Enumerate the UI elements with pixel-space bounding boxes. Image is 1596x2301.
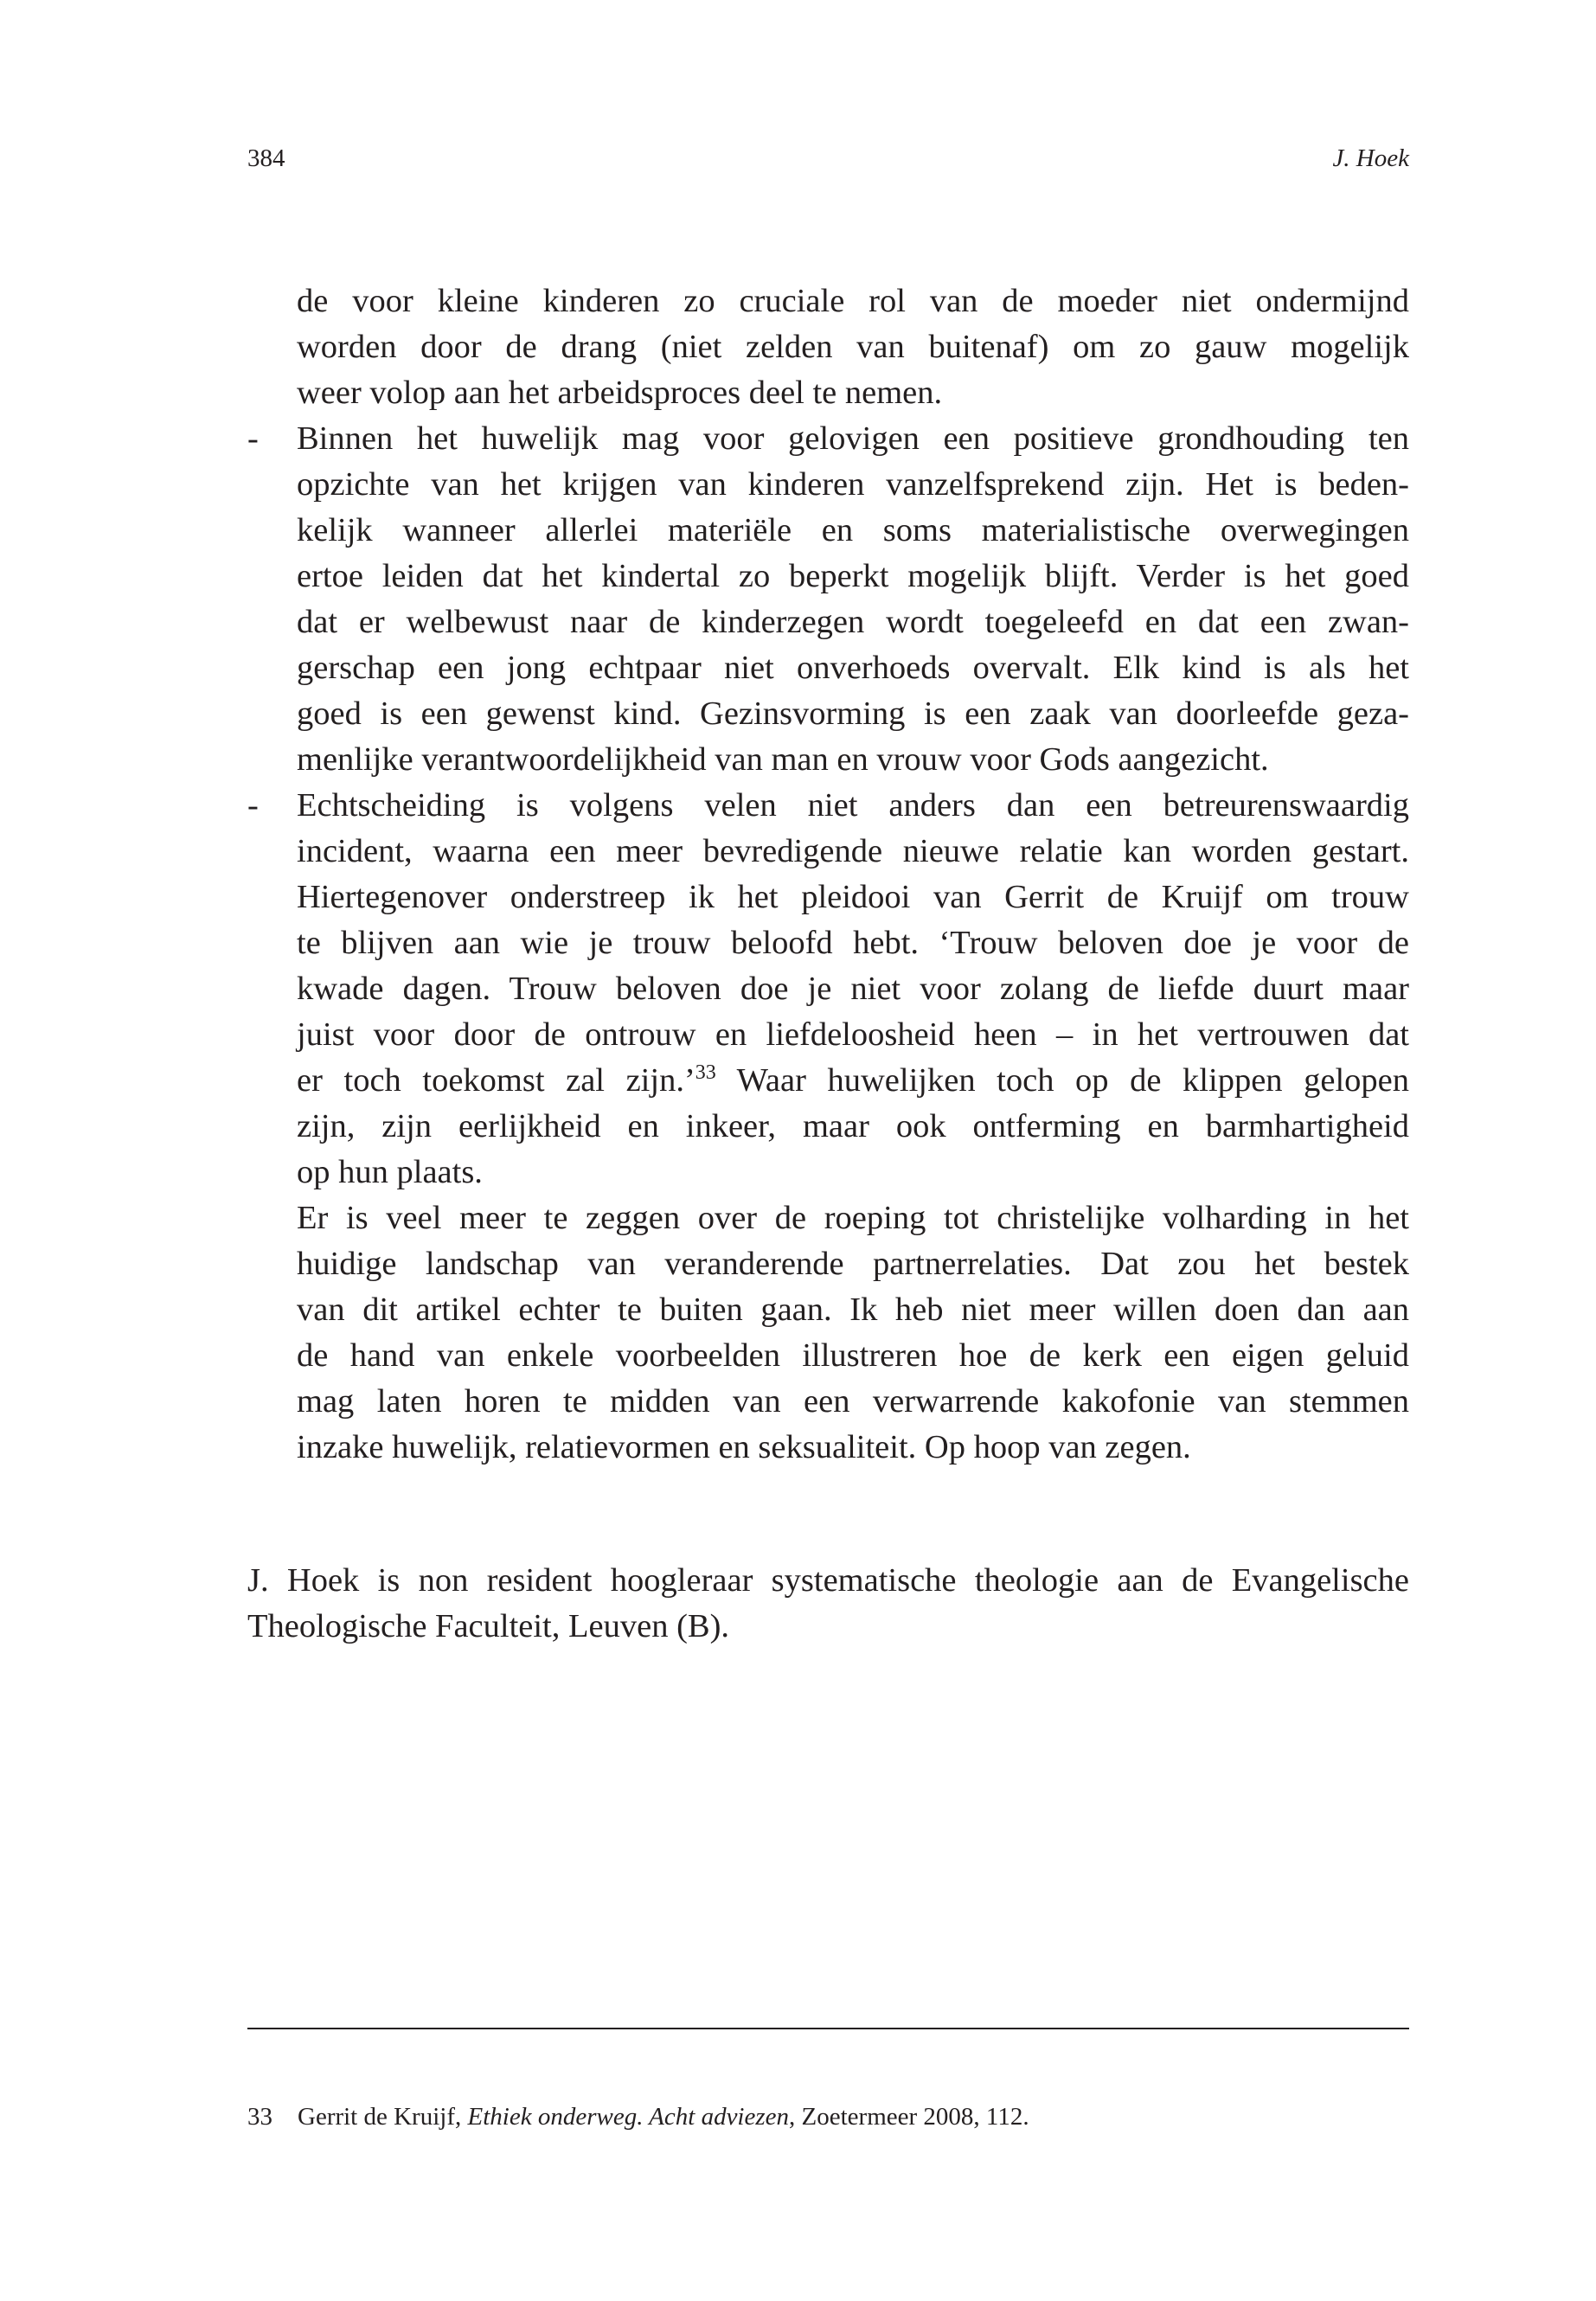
body-line: kwade dagen. Trouw beloven doe je niet voor zolang de liefde duurt maar	[297, 971, 1409, 1007]
body-line: zijn, zijn eerlijkheid en inkeer, maar ook ontferming en barmhartigheid	[297, 1108, 1409, 1144]
footnote-author: Gerrit de Kruijf,	[298, 2103, 468, 2131]
running-head	[247, 141, 1409, 176]
body-line: juist voor door de ontrouw en liefdeloosheid heen – in het vertrouwen dat	[297, 1016, 1409, 1053]
body-line: opzichte van het krijgen van kinderen vanzelfsprekend zijn. Het is beden-	[297, 466, 1409, 503]
author-bio	[247, 1558, 1409, 1650]
body-line: weer volop aan het arbeidsproces deel te nemen.	[297, 375, 943, 411]
body-line: Hiertegenover onderstreep ik het pleidooi van Gerrit de Kruijf om trouw	[297, 879, 1409, 915]
body-line: goed is een gewenst kind. Gezinsvorming is een zaak van doorleefde geza-	[297, 695, 1409, 732]
body-line: de voor kleine kinderen zo cruciale rol van de moeder niet ondermijnd	[297, 283, 1409, 319]
body-line: Echtscheiding is volgens velen niet anders dan een betreurenswaardig	[297, 787, 1409, 824]
footnote-details: , Zoetermeer 2008, 112.	[789, 2103, 1029, 2131]
body-line: de hand van enkele voorbeelden illustreren hoe de kerk een eigen geluid	[297, 1337, 1409, 1374]
body-line: te blijven aan wie je trouw beloofd hebt. ‘Trouw beloven doe je voor de	[297, 925, 1409, 961]
footnote-title: Ethiek onderweg. Acht adviezen	[467, 2103, 790, 2131]
page-number: 384	[247, 144, 285, 172]
list-dash: -	[247, 787, 259, 824]
bio-line: J. Hoek is non resident hoogleraar systematische theologie aan de Evangelische	[247, 1562, 1409, 1599]
body-line: mag laten horen te midden van een verwarrende kakofonie van stemmen	[297, 1383, 1409, 1420]
quote-end: er toch toekomst zal zijn.’	[297, 1062, 695, 1099]
footnote-divider	[247, 2028, 1409, 2029]
body-line-with-note	[297, 1058, 1409, 1104]
list-item-children	[247, 416, 1409, 462]
list-item-divorce	[247, 783, 1409, 829]
body-line: inzake huwelijk, relatievormen en seksualiteit. Op hoop van zegen.	[297, 1429, 1191, 1465]
footnote-reference[interactable]: 33	[695, 1061, 716, 1084]
body-line: Binnen het huwelijk mag voor gelovigen een positieve grondhouding ten	[297, 420, 1409, 457]
body-line: menlijke verantwoordelijkheid van man en vrouw voor Gods aangezicht.	[297, 741, 1269, 778]
body-line: gerschap een jong echtpaar niet onverhoeds overvalt. Elk kind is als het	[297, 650, 1409, 686]
body-line: worden door de drang (niet zelden van buitenaf) om zo gauw mogelijk	[297, 329, 1409, 365]
bio-line: Theologische Faculteit, Leuven (B).	[247, 1608, 730, 1644]
running-head-author: J. Hoek	[1332, 144, 1409, 172]
body-line: ertoe leiden dat het kindertal zo beperkt mogelijk blijft. Verder is het goed	[297, 558, 1409, 594]
body-line: op hun plaats.	[297, 1154, 483, 1190]
list-dash: -	[247, 420, 259, 457]
body-line: huidige landschap van veranderende partnerrelaties. Dat zou het bestek	[297, 1246, 1409, 1282]
footnote	[247, 2099, 1409, 2134]
body-line: kelijk wanneer allerlei materiële en soms materialistische overwegingen	[297, 512, 1409, 548]
body-line: van dit artikel echter te buiten gaan. Ik heb niet meer willen doen dan aan	[297, 1292, 1409, 1328]
body-line: dat er welbewust naar de kinderzegen wordt toegeleefd en dat een zwan-	[297, 604, 1409, 640]
quote-continuation: Waar huwelijken toch op de klippen gelopen	[715, 1062, 1409, 1099]
body-text	[247, 279, 1409, 1471]
body-line: incident, waarna een meer bevredigende nieuwe relatie kan worden gestart.	[297, 833, 1409, 869]
footnote-number: 33	[247, 2103, 272, 2131]
body-line: Er is veel meer te zeggen over de roeping tot christelijke volharding in het	[297, 1200, 1409, 1236]
